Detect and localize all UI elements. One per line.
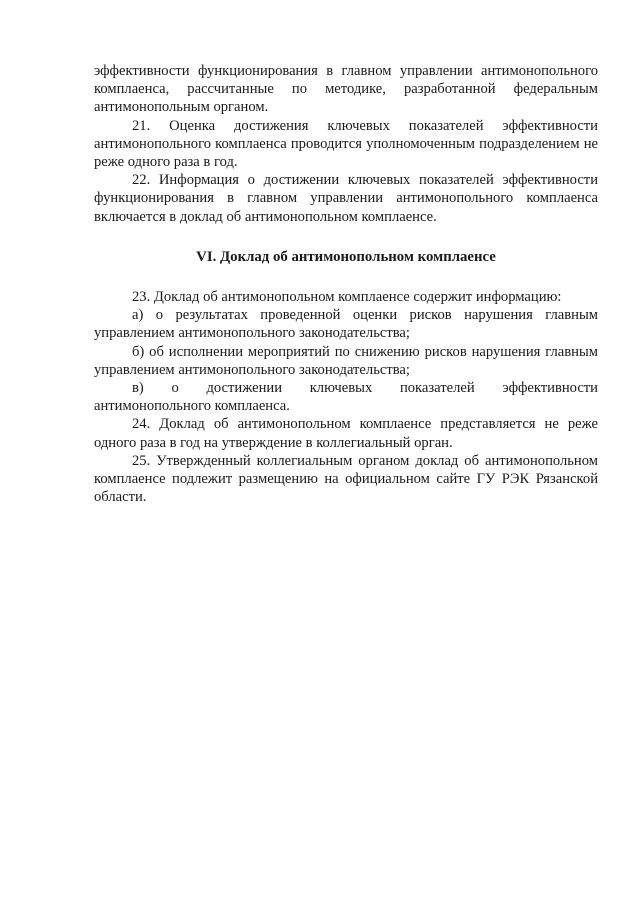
- paragraph-24: 24. Доклад об антимонопольном комплаенсе представляется не реже одного раза в год на утверждение в коллегиальный орган.: [94, 416, 598, 451]
- document-page: [94, 62, 598, 506]
- paragraph-21: 21. Оценка достижения ключевых показателей эффективности антимонопольного комплаенса проводится уполномоченным подразделением не реже одного раза в год.: [94, 117, 598, 171]
- intro-paragraph: эффективности функционирования в главном управлении антимонопольного комплаенса, рассчитанные по методике, разработанной федеральным антимонопольным органом.: [94, 63, 598, 116]
- paragraph-22: 22. Информация о достижении ключевых показателей эффективности функционирования в главном управлении антимонопольного комплаенса включается в доклад об антимонопольном комплаенсе.: [94, 172, 598, 225]
- paragraph-23: 23. Доклад об антимонопольном комплаенсе содержит информацию:: [132, 289, 562, 306]
- paragraph-23b: б) об исполнении мероприятий по снижению рисков нарушения главным управлением антимонопольного законодательства;: [94, 343, 598, 378]
- paragraph-23c: в) о достижении ключевых показателей эффективности антимонопольного комплаенса.: [94, 380, 598, 415]
- paragraph-23a: а) о результатах проведенной оценки рисков нарушения главным управлением антимонопольного законодательства;: [94, 307, 598, 342]
- section-heading: VI. Доклад об антимонопольном комплаенсе: [196, 248, 496, 265]
- paragraph-25: 25. Утвержденный коллегиальным органом доклад об антимонопольном комплаенсе подлежит размещению на официальном сайте ГУ РЭК Рязанской области.: [94, 452, 598, 506]
